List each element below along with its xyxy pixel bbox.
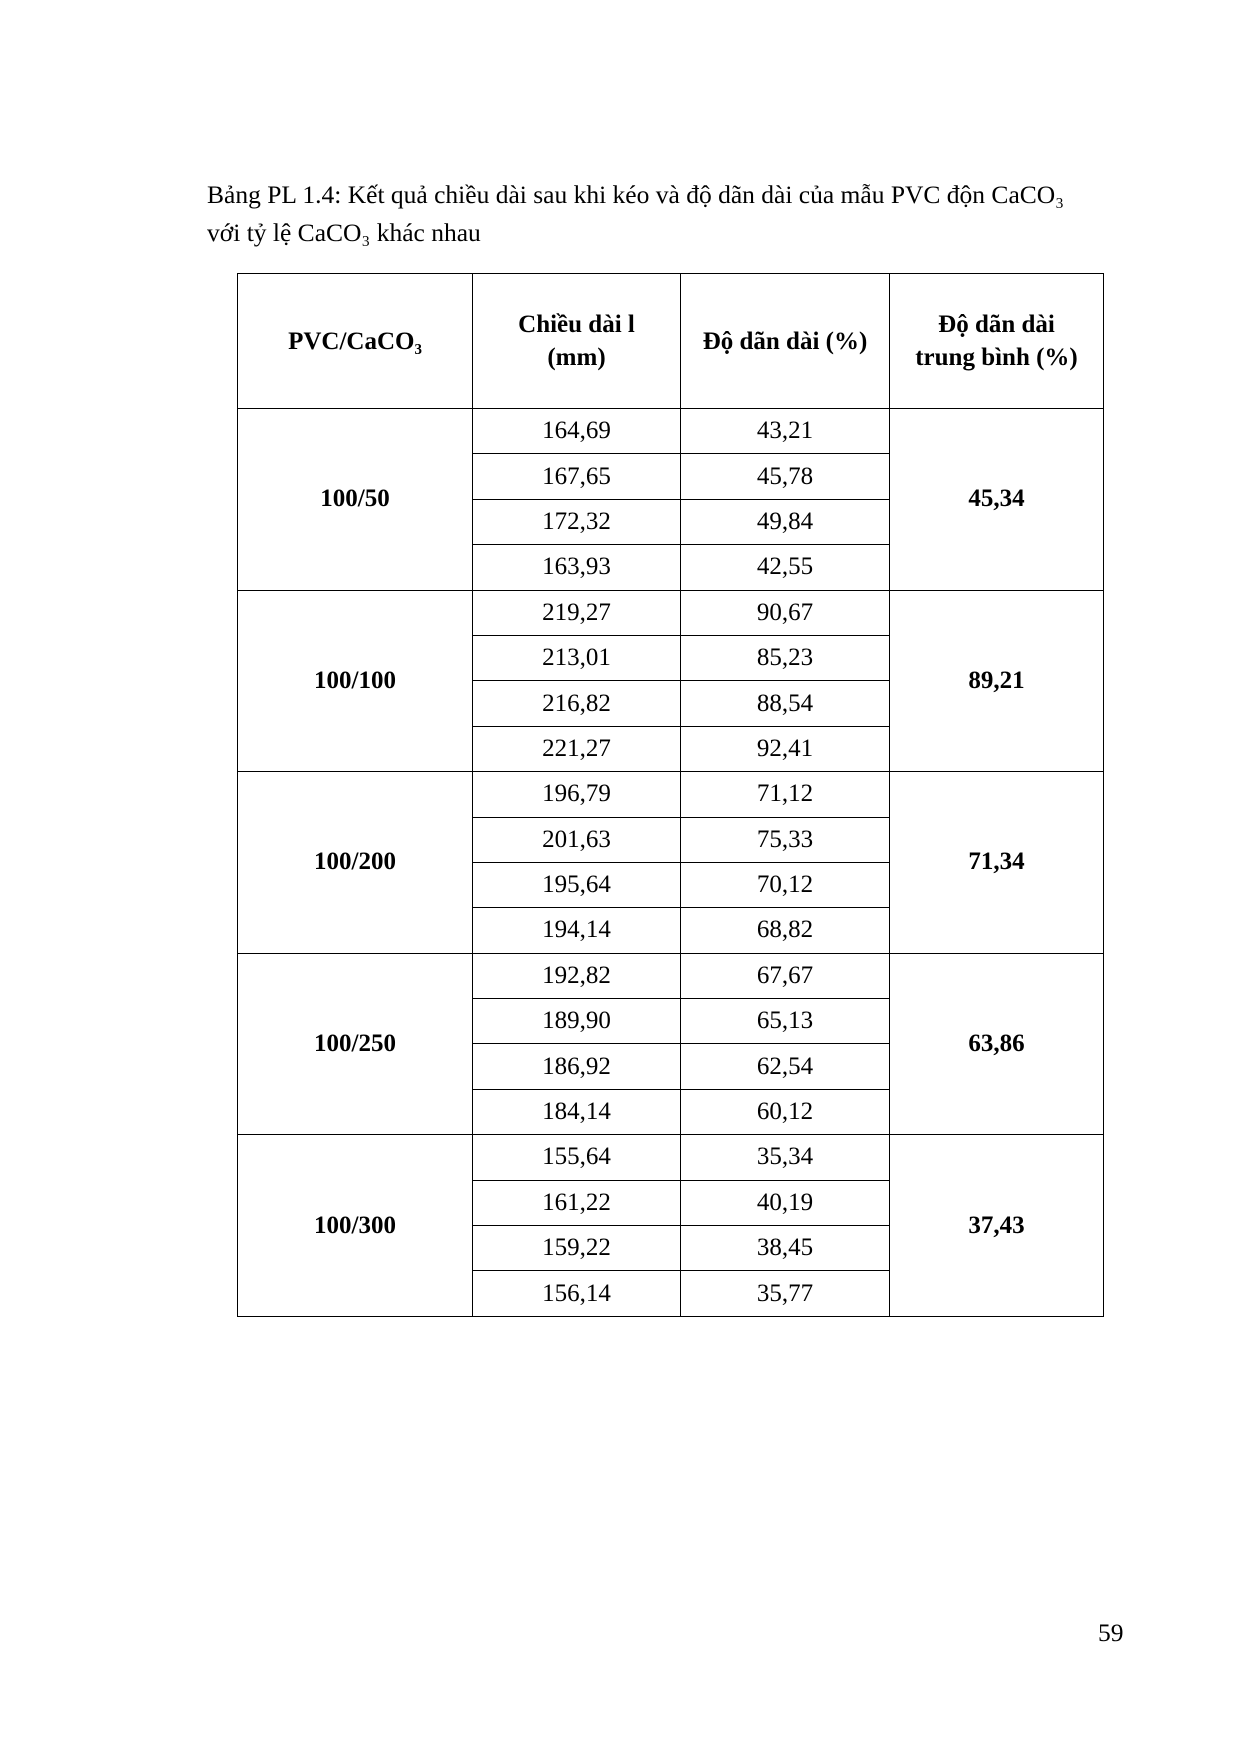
length-cell: 195,64 — [473, 862, 681, 907]
table-row — [238, 1135, 1104, 1180]
length-cell: 186,92 — [473, 1044, 681, 1089]
table-caption — [207, 176, 1127, 252]
elongation-cell: 35,77 — [681, 1271, 890, 1316]
elongation-cell: 40,19 — [681, 1180, 890, 1225]
length-cell: 216,82 — [473, 681, 681, 726]
results-table — [237, 273, 1104, 1317]
header-row — [238, 274, 1104, 409]
length-cell: 156,14 — [473, 1271, 681, 1316]
elongation-cell: 75,33 — [681, 817, 890, 862]
group-ratio: 100/200 — [238, 772, 473, 954]
average-cell: 37,43 — [890, 1135, 1104, 1317]
elongation-cell: 92,41 — [681, 726, 890, 771]
length-cell: 221,27 — [473, 726, 681, 771]
elongation-cell: 45,78 — [681, 454, 890, 499]
length-cell: 161,22 — [473, 1180, 681, 1225]
average-cell: 45,34 — [890, 409, 1104, 591]
length-cell: 219,27 — [473, 590, 681, 635]
table-row — [238, 590, 1104, 635]
elongation-cell: 42,55 — [681, 545, 890, 590]
header-average: Độ dãn dài trung bình (%) — [890, 274, 1104, 409]
average-cell: 89,21 — [890, 590, 1104, 772]
caption-line-2: với tỷ lệ CaCO₃ khác nhau — [207, 218, 481, 247]
group-ratio: 100/50 — [238, 409, 473, 591]
length-cell: 213,01 — [473, 635, 681, 680]
length-cell: 172,32 — [473, 499, 681, 544]
length-cell: 164,69 — [473, 409, 681, 454]
header-length: Chiều dài l (mm) — [473, 274, 681, 409]
header-elongation: Độ dãn dài (%) — [681, 274, 890, 409]
table-row — [238, 409, 1104, 454]
average-cell: 63,86 — [890, 953, 1104, 1135]
elongation-cell: 70,12 — [681, 862, 890, 907]
page-number: 59 — [1098, 1618, 1124, 1647]
elongation-cell: 85,23 — [681, 635, 890, 680]
elongation-cell: 60,12 — [681, 1089, 890, 1134]
elongation-cell: 71,12 — [681, 772, 890, 817]
length-cell: 184,14 — [473, 1089, 681, 1134]
group-ratio: 100/250 — [238, 953, 473, 1135]
length-cell: 201,63 — [473, 817, 681, 862]
group-ratio: 100/100 — [238, 590, 473, 772]
table-row — [238, 772, 1104, 817]
length-cell: 163,93 — [473, 545, 681, 590]
elongation-cell: 65,13 — [681, 999, 890, 1044]
elongation-cell: 38,45 — [681, 1226, 890, 1271]
length-cell: 192,82 — [473, 953, 681, 998]
caption-line-1: Bảng PL 1.4: Kết quả chiều dài sau khi kéo và độ dãn dài của mẫu PVC độn CaCO₃ — [207, 180, 1065, 209]
elongation-cell: 90,67 — [681, 590, 890, 635]
header-ratio: PVC/CaCO₃ — [238, 274, 473, 409]
length-cell: 167,65 — [473, 454, 681, 499]
table-body — [238, 409, 1104, 1317]
average-cell: 71,34 — [890, 772, 1104, 954]
group-ratio: 100/300 — [238, 1135, 473, 1317]
length-cell: 159,22 — [473, 1226, 681, 1271]
elongation-cell: 68,82 — [681, 908, 890, 953]
elongation-cell: 49,84 — [681, 499, 890, 544]
elongation-cell: 35,34 — [681, 1135, 890, 1180]
length-cell: 155,64 — [473, 1135, 681, 1180]
length-cell: 194,14 — [473, 908, 681, 953]
length-cell: 189,90 — [473, 999, 681, 1044]
table-row — [238, 953, 1104, 998]
elongation-cell: 88,54 — [681, 681, 890, 726]
elongation-cell: 43,21 — [681, 409, 890, 454]
length-cell: 196,79 — [473, 772, 681, 817]
elongation-cell: 62,54 — [681, 1044, 890, 1089]
elongation-cell: 67,67 — [681, 953, 890, 998]
